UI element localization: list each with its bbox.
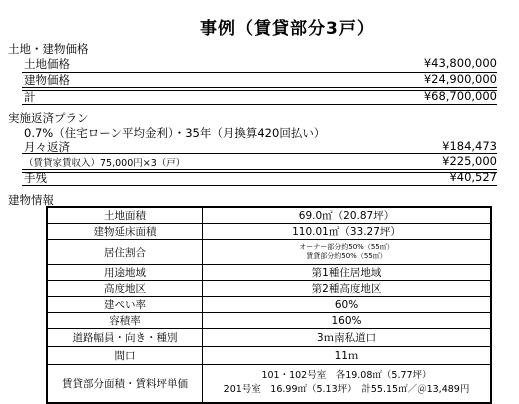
total-price-label: 計: [24, 90, 36, 104]
row-value: 3ｍ南私道口: [203, 329, 492, 347]
monthly-value: ¥184,473: [442, 139, 497, 153]
remain-label: 手残: [24, 171, 47, 185]
table-row: [47, 313, 491, 329]
table-row: [47, 207, 491, 224]
row-value: 11ｍ: [203, 347, 492, 365]
table-row: [47, 297, 491, 313]
rent-value: ¥225,000: [442, 154, 497, 168]
row-value: 60%: [203, 297, 492, 313]
building-heading: 建物情報: [8, 193, 54, 207]
building-price-label: 建物価格: [24, 73, 70, 87]
row-label: 間口: [47, 347, 203, 365]
divider: [22, 104, 497, 105]
row-label: 道路幅員・向き・種別: [47, 329, 203, 347]
divider: [22, 153, 497, 154]
rent-label: （賃貸家賃収入）75,000円×3（戸）: [24, 158, 186, 169]
row-label: 高度地区: [47, 281, 203, 297]
plan-heading: 実施返済プラン: [8, 111, 89, 125]
row-label: 容積率: [47, 313, 203, 329]
double-divider: [22, 169, 497, 173]
row-label: 建ぺい率: [47, 297, 203, 313]
row-label: 土地面積: [47, 207, 203, 224]
row-value: 第1種住居地域: [203, 265, 492, 281]
total-price-value: ¥68,700,000: [423, 89, 497, 103]
row-value: 110.01㎡（33.27坪）: [203, 224, 492, 240]
land-price-value: ¥43,800,000: [423, 56, 497, 70]
monthly-label: 月々返済: [24, 140, 70, 154]
row-value-line: 賃貸部分約50%（55㎡）: [306, 252, 387, 260]
row-label: 用途地域: [47, 265, 203, 281]
table-row: [47, 240, 491, 265]
divider: [22, 185, 497, 186]
table-row: [47, 329, 491, 347]
price-heading: 土地・建物価格: [8, 42, 89, 56]
rate-line: 0.7%（住宅ローン平均金利）・35年（月換算420回払い）: [24, 126, 326, 140]
row-value: 69.0㎡（20.87坪）: [203, 207, 492, 224]
row-label: 居住割合: [47, 240, 203, 265]
row-value-line: 101・102号室 各19.08㎡（5.77坪）: [261, 370, 432, 382]
row-value: 160%: [203, 313, 492, 329]
row-value-line: 201号室 16.99㎡（5.13坪） 計55.15㎡／＠13,489円: [223, 384, 470, 396]
building-info-table: [46, 206, 492, 404]
row-value: 第2種高度地区: [203, 281, 492, 297]
land-price-label: 土地価格: [24, 57, 70, 71]
row-value-line: オーナー部分約50%（55㎡）: [299, 243, 394, 251]
table-row: [47, 281, 491, 297]
building-price-value: ¥24,900,000: [423, 72, 497, 86]
row-value: [203, 240, 492, 265]
table-row: [47, 224, 491, 240]
table-row: [47, 365, 491, 403]
table-row: [47, 347, 491, 365]
table-row: [47, 265, 491, 281]
row-value: [203, 365, 492, 403]
row-label: 建物延床面積: [47, 224, 203, 240]
remain-value: ¥40,527: [449, 170, 497, 184]
page-title: 事例（賃貸部分3戸）: [200, 19, 375, 39]
row-label: 賃貸部分面積・賃料坪単価: [47, 365, 203, 403]
